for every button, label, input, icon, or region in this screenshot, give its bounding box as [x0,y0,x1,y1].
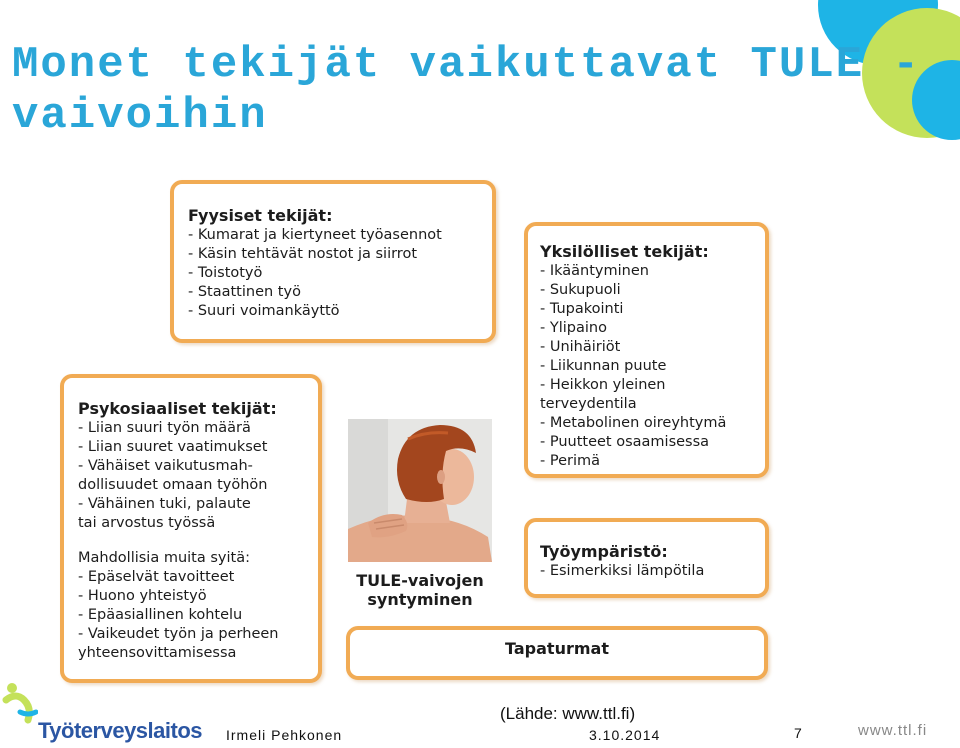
physical-factors-list [188,226,480,321]
slide-title [12,40,921,142]
shoulder-pain-illustration [348,419,492,562]
list-item: - Liikunnan puute [540,358,667,374]
footer-url: www.ttl.fi [858,722,928,739]
ttl-logo-text: Työterveyslaitos [38,718,203,743]
list-item: terveydentila [540,396,637,412]
list-item: - Unihäiriöt [540,339,621,355]
other-causes-list [78,568,312,663]
individual-factors-box [524,222,769,478]
list-item: - Vähäiset vaikutusmah- [78,458,253,474]
other-causes-heading: Mahdollisia muita syitä: [78,550,250,566]
work-environment-list [540,562,757,581]
center-label-line1: TULE-vaivojen [356,571,484,590]
center-label [348,571,492,609]
list-item: - Puutteet osaamisessa [540,434,710,450]
source-text: (Lähde: www.ttl.fi) [500,704,636,723]
shoulder-pain-photo [348,419,492,562]
work-environment-box [524,518,769,598]
footer-page-number: 7 [794,725,802,741]
psychosocial-factors-box [60,374,322,683]
accidents-box [346,626,768,680]
list-item: - Epäasiallinen kohtelu [78,607,243,623]
slide-title-line2: vaivoihin [12,91,268,141]
list-item: - Ikääntyminen [540,263,649,279]
slide-title-line1: Monet tekijät vaikuttavat TULE - [12,40,921,90]
physical-factors-heading: Fyysiset tekijät: [188,206,333,225]
list-item: tai arvostus työssä [78,515,216,531]
center-label-line2: syntyminen [367,590,473,609]
list-item: - Sukupuoli [540,282,621,298]
list-item: - Suuri voimankäyttö [188,303,340,319]
list-item: - Esimerkiksi lämpötila [540,563,705,579]
list-item: - Ylipaino [540,320,607,336]
individual-factors-list [540,262,757,471]
list-item: - Huono yhteistyö [78,588,207,604]
physical-factors-box [170,180,496,343]
footer-author: Irmeli Pehkonen [226,727,343,743]
list-item: - Vaikeudet työn ja perheen [78,626,279,642]
list-item: - Tupakointi [540,301,624,317]
list-item: dollisuudet omaan työhön [78,477,268,493]
list-item: - Metabolinen oireyhtymä [540,415,727,431]
list-item: - Staattinen työ [188,284,301,300]
list-item: - Liian suuri työn määrä [78,420,251,436]
footer-date: 3.10.2014 [589,727,661,743]
individual-factors-heading: Yksilölliset tekijät: [540,242,709,261]
list-item: - Epäselvät tavoitteet [78,569,235,585]
list-item: - Käsin tehtävät nostot ja siirrot [188,246,417,262]
ttl-logo-icon [2,680,38,730]
list-item: - Liian suuret vaatimukset [78,439,268,455]
list-item: - Perimä [540,453,600,469]
list-item: yhteensovittamisessa [78,645,237,661]
list-item: - Vähäinen tuki, palaute [78,496,251,512]
list-item: - Toistotyö [188,265,263,281]
list-item: - Kumarat ja kiertyneet työasennot [188,227,442,243]
psychosocial-factors-list [78,419,312,533]
psychosocial-factors-heading: Psykosiaaliset tekijät: [78,399,277,418]
accidents-label: Tapaturmat [505,639,609,658]
work-environment-heading: Työympäristö: [540,542,668,561]
list-item: - Heikkon yleinen [540,377,666,393]
